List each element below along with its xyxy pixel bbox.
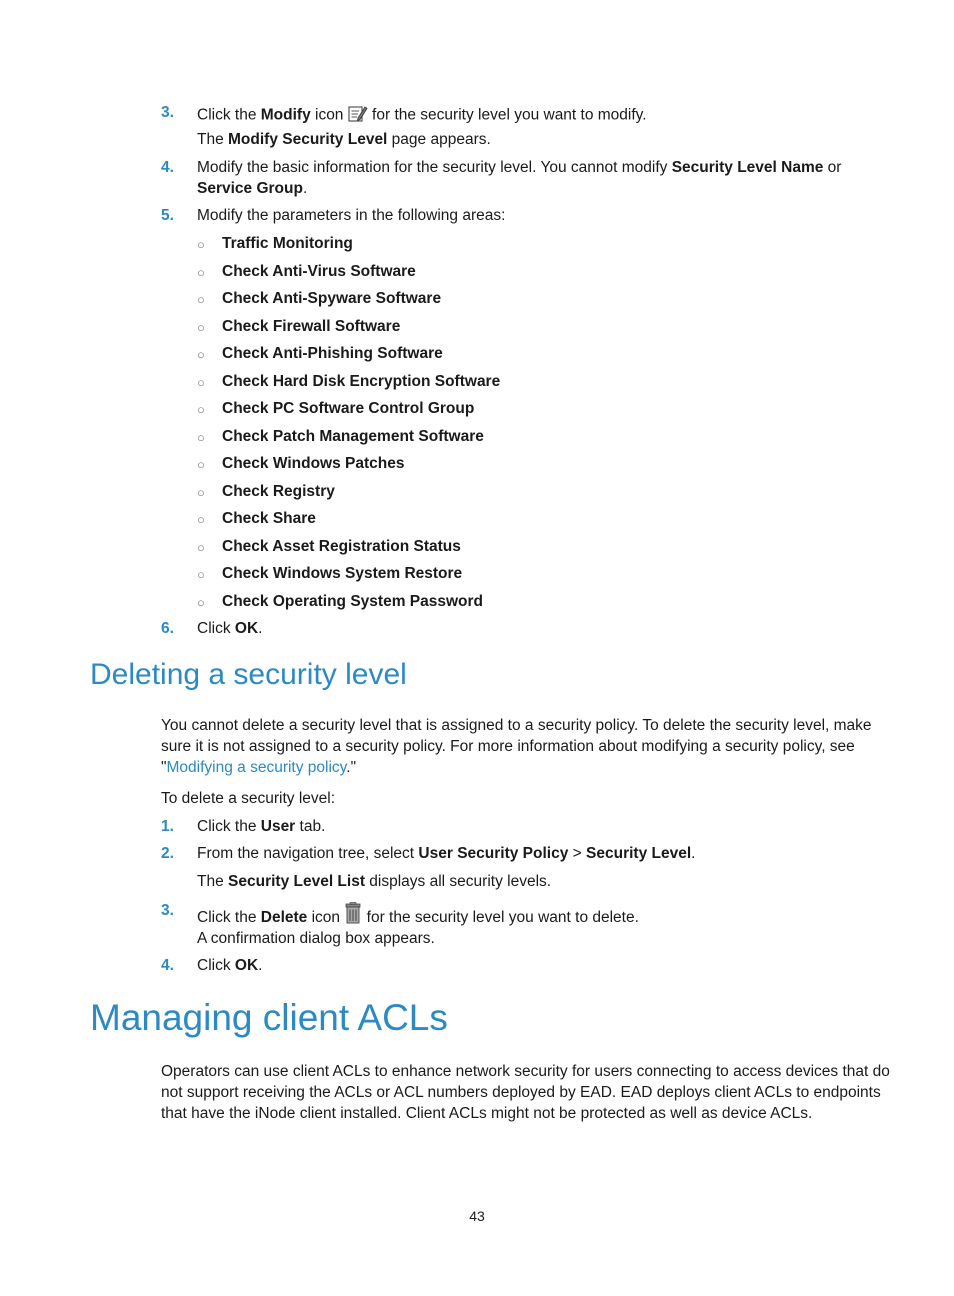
list-bullet: ○ (197, 375, 205, 390)
paragraph-line: You cannot delete a security level that is assigned to a security policy. To delete the security level, make (161, 717, 872, 734)
step-text-pre: Click the (197, 106, 261, 124)
list-item: Check Patch Management Software (222, 428, 484, 445)
substep-pre: The (197, 131, 229, 148)
step-text-pre: Modify the basic information for the security level. You cannot modify (197, 159, 672, 176)
list-bullet: ○ (197, 430, 205, 445)
step-text-post: . (691, 845, 696, 862)
list-bullet: ○ (197, 237, 205, 252)
step-text-post: . (258, 620, 263, 637)
page-number: 43 (469, 1208, 485, 1224)
quote-open: " (161, 759, 167, 776)
step-text: Modify the parameters in the following areas: (197, 207, 506, 224)
list-bullet: ○ (197, 457, 205, 472)
step-number: 3. (161, 104, 174, 121)
step-text-post: tab. (295, 818, 326, 835)
list-item: Check Anti-Virus Software (222, 263, 416, 280)
step-text-mid: icon (307, 909, 345, 926)
step-text-pre: Click the (197, 909, 261, 926)
step-bold: Modify (260, 106, 311, 124)
trash-icon (344, 902, 362, 929)
step-bold: User Security Policy (418, 845, 569, 862)
list-bullet: ○ (197, 320, 205, 335)
step-substep: A confirmation dialog box appears. (197, 930, 435, 947)
step-number: 3. (161, 902, 174, 919)
step-text-mid: or (823, 159, 842, 176)
list-item: Check Anti-Phishing Software (222, 345, 443, 362)
substep-bold: Modify Security Level (228, 131, 388, 148)
substep-pre: The (197, 873, 229, 890)
step-text-post: for the security level you want to delete. (362, 909, 639, 926)
list-item: Traffic Monitoring (222, 235, 353, 252)
step-number: 4. (161, 159, 174, 176)
list-bullet: ○ (197, 402, 205, 417)
edit-icon (348, 104, 368, 127)
quote-close: ." (346, 759, 357, 776)
step-text-post: for the security level you want to modify. (367, 106, 647, 124)
list-item: Check Anti-Spyware Software (222, 290, 442, 307)
section-heading: Deleting a security level (90, 658, 407, 691)
step-text-continued (197, 180, 307, 198)
substep-post: page appears. (387, 131, 491, 148)
step-text (197, 159, 841, 177)
list-item: Check Asset Registration Status (222, 538, 461, 555)
step-bold: OK (234, 957, 259, 974)
list-item: Check Operating System Password (222, 593, 484, 610)
step-text-post: . (302, 180, 308, 197)
modifying-security-policy-link[interactable]: Modifying a security policy (166, 759, 347, 776)
step-bold: OK (234, 620, 259, 637)
list-bullet: ○ (197, 595, 205, 610)
step-text (197, 957, 262, 975)
list-bullet: ○ (197, 347, 205, 362)
list-bullet: ○ (197, 567, 205, 582)
list-bullet: ○ (197, 292, 205, 307)
step-bold: Security Level (586, 845, 692, 862)
step-text (197, 902, 639, 929)
procedure-intro: To delete a security level: (161, 790, 336, 807)
step-text (197, 620, 262, 638)
list-item: Check PC Software Control Group (222, 400, 475, 417)
step-bold: Service Group (197, 180, 303, 197)
step-bold: Security Level Name (671, 159, 824, 176)
step-text-pre: From the navigation tree, select (197, 845, 419, 862)
paragraph-line: not support receiving the ACLs or ACL numbers deployed by EAD. EAD deploys client ACLs to endpoints (161, 1084, 881, 1101)
step-bold: Delete (260, 909, 308, 926)
paragraph-line: that have the iNode client installed. Client ACLs might not be protected as well as device ACLs. (161, 1105, 813, 1122)
step-substep (197, 131, 491, 149)
step-text-mid: > (568, 845, 587, 862)
paragraph-line (161, 759, 356, 777)
step-text-pre: Click the (197, 818, 261, 835)
step-substep (197, 873, 551, 891)
step-bold: User (260, 818, 296, 835)
step-text (197, 845, 695, 863)
substep-bold: Security Level List (228, 873, 365, 890)
step-text (197, 104, 647, 127)
list-bullet: ○ (197, 265, 205, 280)
paragraph-line: Operators can use client ACLs to enhance network security for users connecting to access devices that do (161, 1063, 890, 1080)
step-text (197, 818, 325, 836)
step-text-post: . (258, 957, 263, 974)
list-item: Check Registry (222, 483, 335, 500)
list-bullet: ○ (197, 512, 205, 527)
step-number: 6. (161, 620, 174, 637)
step-text-pre: Click (197, 620, 235, 637)
step-number: 4. (161, 957, 174, 974)
list-bullet: ○ (197, 540, 205, 555)
list-item: Check Hard Disk Encryption Software (222, 373, 501, 390)
list-item: Check Windows Patches (222, 455, 405, 472)
list-item: Check Share (222, 510, 316, 527)
list-item: Check Firewall Software (222, 318, 401, 335)
step-number: 2. (161, 845, 174, 862)
step-number: 1. (161, 818, 174, 835)
paragraph-line: sure it is not assigned to a security policy. For more information about modifying a security policy, see (161, 738, 855, 755)
chapter-heading: Managing client ACLs (90, 997, 448, 1038)
step-text-mid: icon (310, 106, 348, 124)
list-item: Check Windows System Restore (222, 565, 463, 582)
step-number: 5. (161, 207, 174, 224)
step-text-pre: Click (197, 957, 235, 974)
list-bullet: ○ (197, 485, 205, 500)
substep-post: displays all security levels. (365, 873, 552, 890)
